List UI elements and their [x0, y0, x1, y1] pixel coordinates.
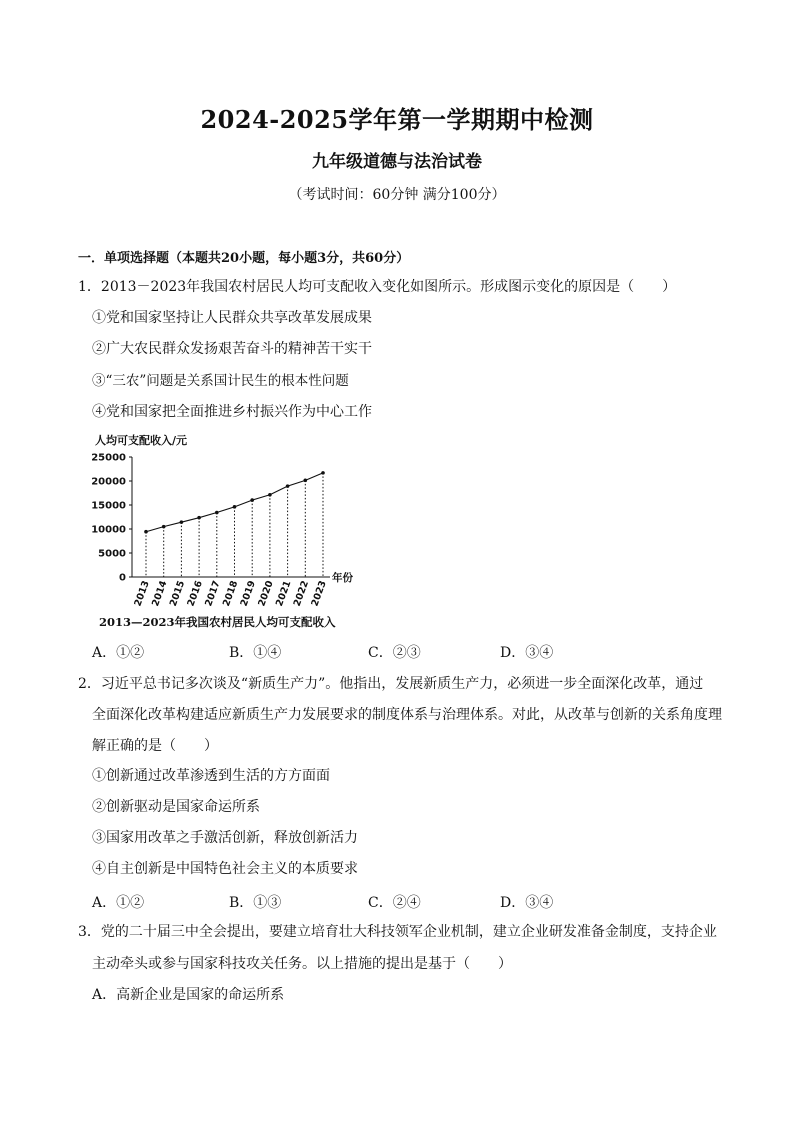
question-2-statement-4: ④自主创新是中国特色社会主义的本质要求: [92, 861, 358, 877]
question-2-choices: [92, 892, 592, 912]
question-1-choice-d[interactable]: D．③④: [500, 645, 554, 661]
chart-y-tick-label: 15000: [91, 500, 126, 512]
chart-y-tick-label: 5000: [98, 548, 126, 560]
question-2-stem-line-3: 解正确的是（ ）: [92, 738, 218, 754]
chart-x-tick-label: 2019: [238, 579, 259, 608]
chart-caption: 2013—2023年我国农村居民人均可支配收入: [99, 615, 336, 629]
chart-x-tick-label: 2021: [274, 579, 294, 608]
question-2-choice-b[interactable]: B．①③: [229, 895, 282, 911]
question-2-choice-c[interactable]: C．②④: [368, 895, 421, 911]
question-2-choice-a[interactable]: A．①②: [92, 895, 145, 911]
exam-time-info: （考试时间：60分钟 满分100分）: [288, 187, 506, 203]
chart-data-point: [286, 484, 290, 488]
chart-x-tick-label: 2013: [132, 579, 152, 608]
question-2-statement-3: ③国家用改革之手激活创新，释放创新活力: [92, 830, 358, 846]
chart-data-point: [250, 498, 254, 502]
chart-data-point: [144, 530, 148, 534]
question-1-choice-a[interactable]: A．①②: [92, 645, 145, 661]
chart-data-point: [215, 511, 219, 515]
chart-x-tick-label: 2020: [256, 579, 276, 608]
chart-x-tick-label: 2018: [220, 579, 241, 608]
chart-data-point: [321, 471, 325, 475]
section-heading: 一．单项选择题（本题共20小题，每小题3分，共60分）: [78, 251, 410, 266]
question-1-choice-c[interactable]: C．②③: [368, 645, 421, 661]
question-2-stem-line-2: 全面深化改革构建适应新质生产力发展要求的制度体系与治理体系。对此，从改革与创新的关系角度理: [92, 707, 722, 723]
question-1-stem: 1．2013－2023年我国农村居民人均可支配收入变化如图所示。形成图示变化的原因是（ ）: [78, 279, 677, 295]
chart-y-ticks: [91, 453, 132, 584]
chart-data-point: [180, 520, 184, 524]
chart-series-polyline: [146, 473, 323, 532]
question-2-statement-1: ①创新通过改革渗透到生活的方方面面: [92, 768, 330, 784]
chart-x-tick-label: 2014: [150, 579, 170, 608]
question-1-statement-1: ①党和国家坚持让人民群众共享改革发展成果: [92, 310, 372, 326]
question-3-stem-line-2: 主动牵头或参与国家科技攻关任务。以上措施的提出是基于（ ）: [92, 956, 512, 972]
exam-title: 2024-2025学年第一学期期中检测: [200, 105, 594, 134]
chart-x-axis-label: 年份: [332, 572, 353, 584]
chart-data-point: [197, 516, 201, 520]
chart-data-point: [233, 505, 237, 509]
chart-x-tick-labels: [132, 579, 328, 608]
question-1-choices: [92, 642, 592, 662]
chart-x-tick-label: 2023: [309, 579, 329, 608]
chart-axes: [132, 457, 330, 577]
chart-y-tick-label: 0: [119, 572, 126, 584]
question-1-statement-4: ④党和国家把全面推进乡村振兴作为中心工作: [92, 404, 372, 420]
chart-x-tick-label: 2016: [185, 579, 205, 608]
question-1-statement-3: ③“三农”问题是关系国计民生的根本性问题: [92, 373, 349, 389]
chart-data-point: [268, 493, 272, 497]
chart-y-tick-label: 25000: [91, 452, 126, 464]
exam-subtitle: 九年级道德与法治试卷: [312, 152, 482, 172]
question-2-stem-line-1: 2．习近平总书记多次谈及“新质生产力”。他指出，发展新质生产力，必须进一步全面深化改革，通过: [78, 676, 704, 692]
chart-y-axis-label: 人均可支配收入/元: [95, 434, 188, 447]
chart-series-line: [146, 473, 323, 532]
question-1-choice-b[interactable]: B．①④: [229, 645, 282, 661]
income-line-chart: [90, 445, 380, 615]
chart-data-point: [304, 479, 308, 483]
chart-data-point: [162, 525, 166, 529]
question-1-statement-2: ②广大农民群众发扬艰苦奋斗的精神苦干实干: [92, 341, 372, 357]
chart-y-tick-label: 10000: [91, 524, 126, 536]
chart-y-tick-label: 20000: [91, 476, 126, 488]
question-2-choice-d[interactable]: D．③④: [500, 895, 554, 911]
chart-x-tick-label: 2022: [291, 579, 312, 608]
question-2-statement-2: ②创新驱动是国家命运所系: [92, 799, 260, 815]
question-3-stem-line-1: 3．党的二十届三中全会提出，要建立培育壮大科技领军企业机制，建立企业研发准备金制度，支持企业: [78, 924, 717, 940]
chart-x-tick-label: 2017: [203, 579, 223, 608]
chart-x-tick-label: 2015: [167, 579, 188, 608]
question-3-choice-a[interactable]: A．高新企业是国家的命运所系: [92, 987, 285, 1003]
